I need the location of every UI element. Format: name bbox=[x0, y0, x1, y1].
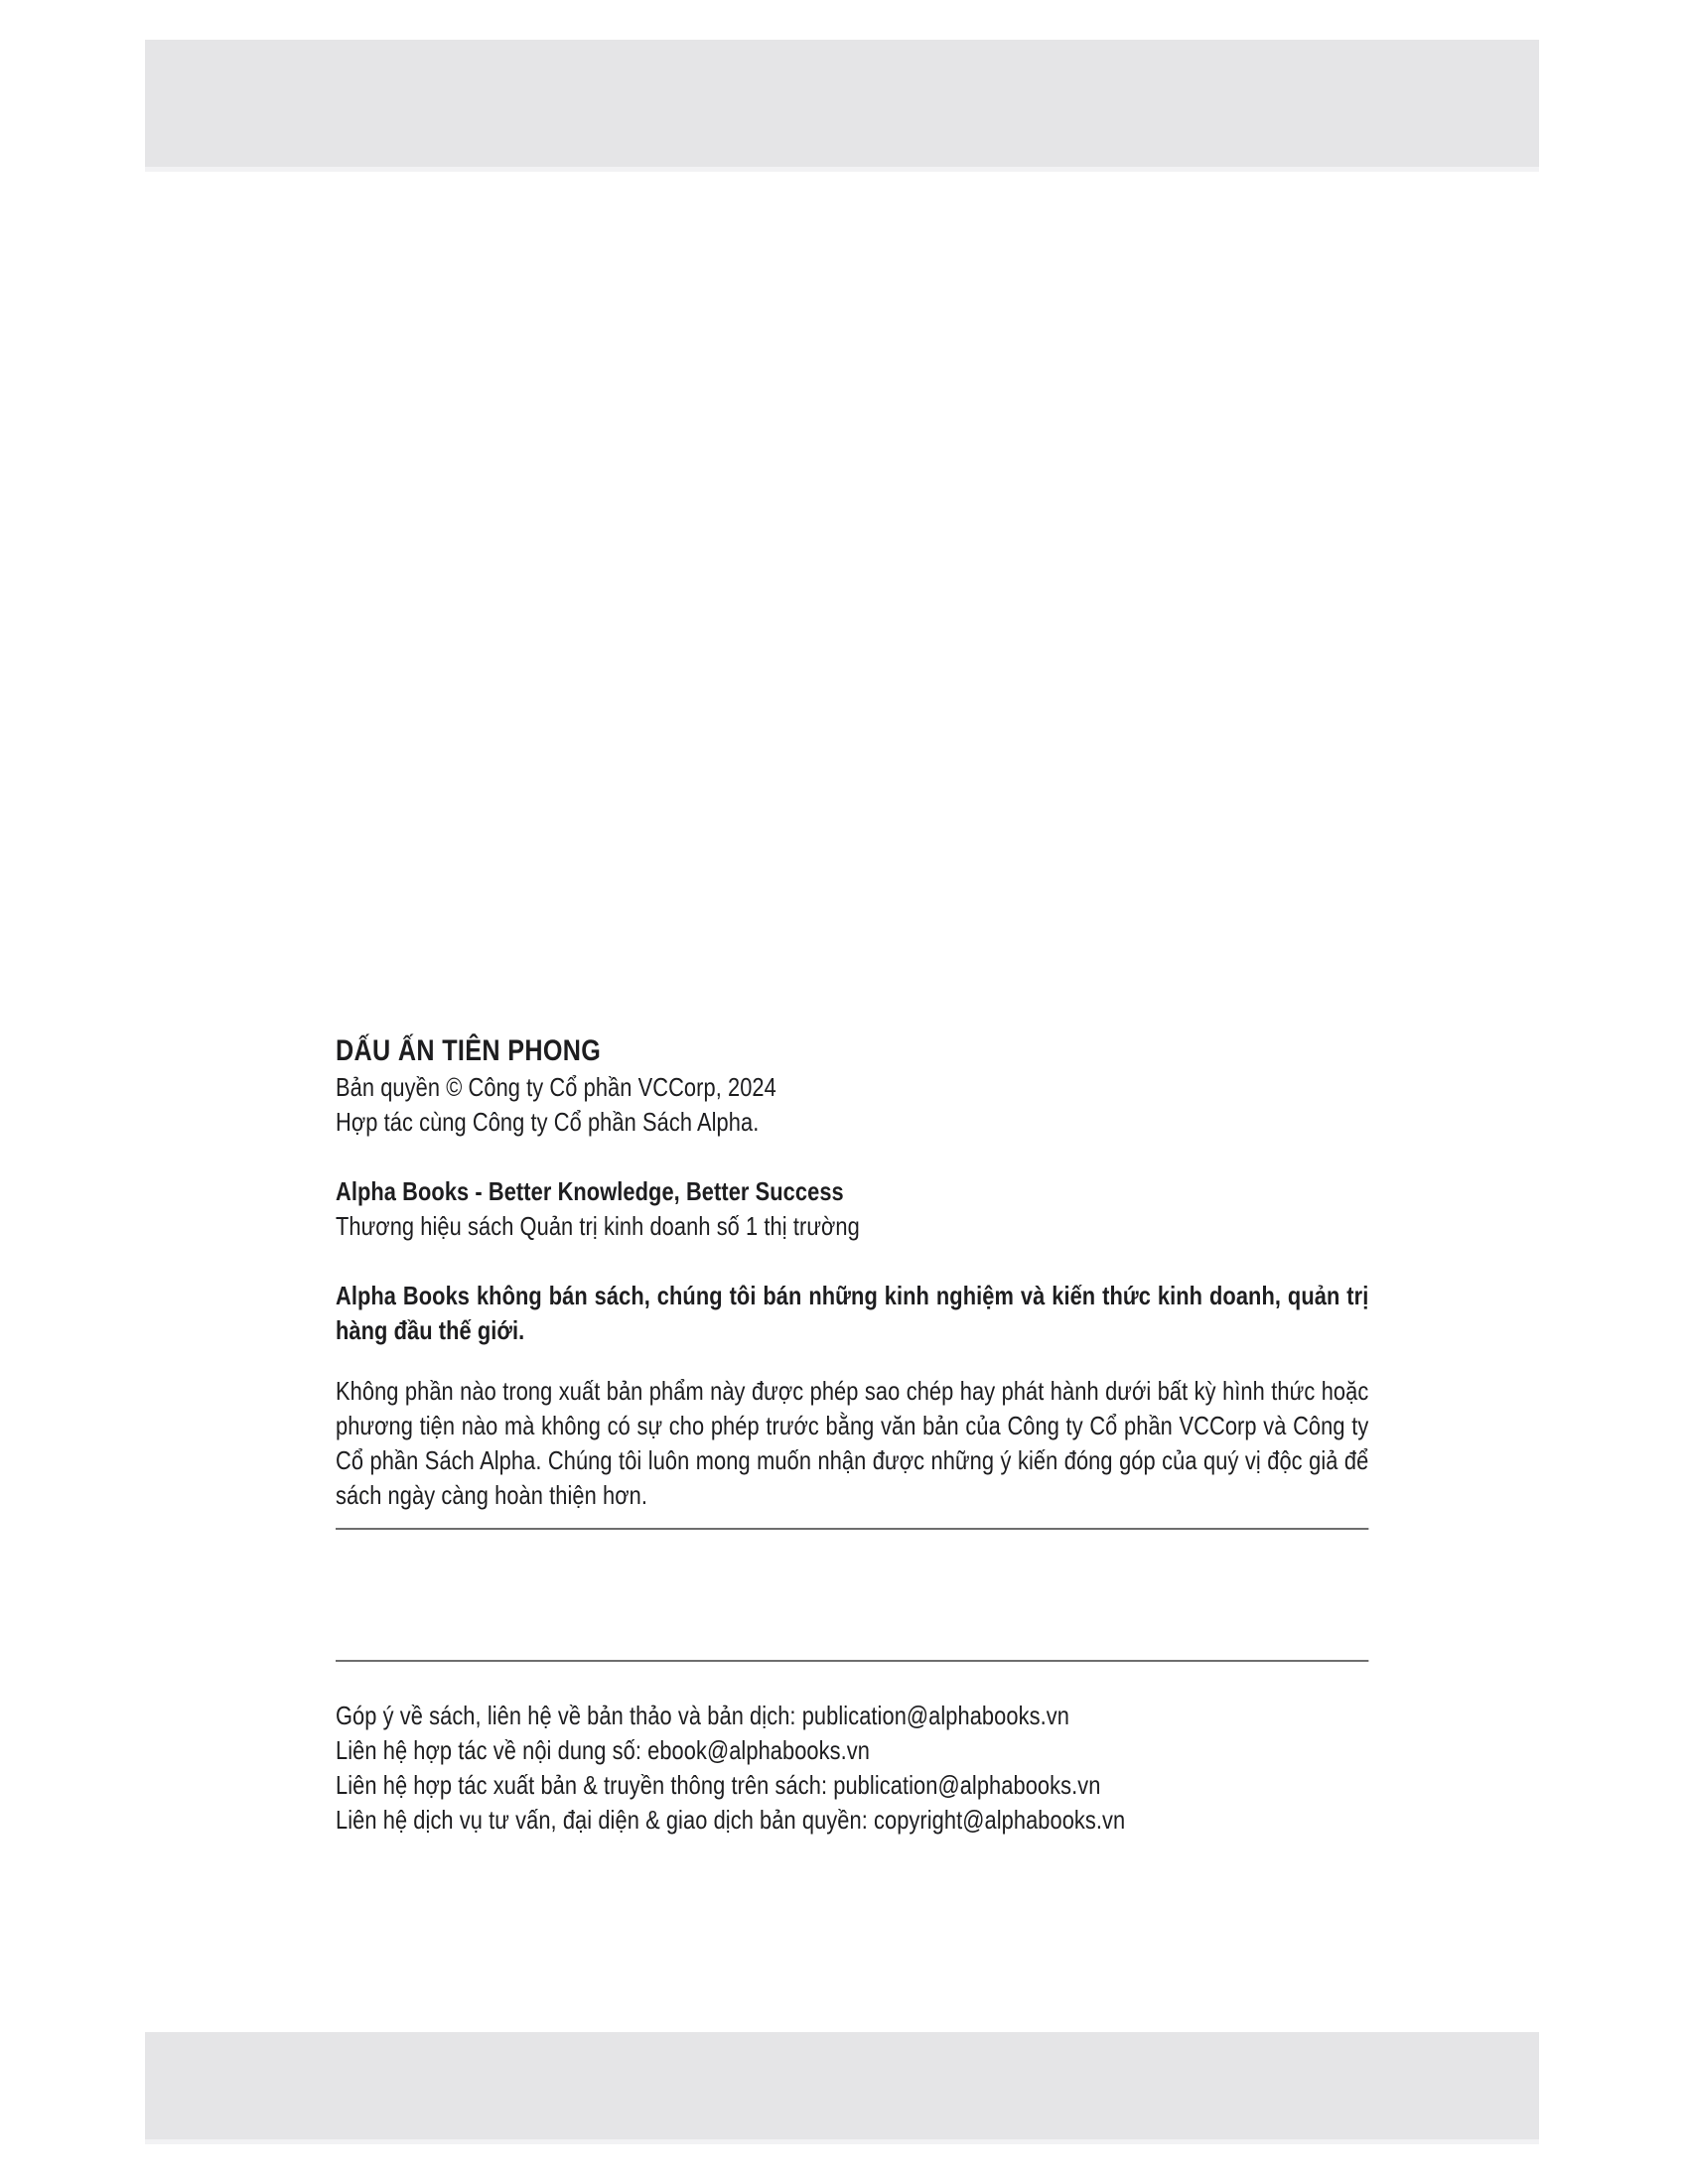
bottom-page-band bbox=[145, 2032, 1539, 2144]
brand-tagline: Thương hiệu sách Quản trị kinh doanh số 1 thị trường bbox=[336, 1211, 860, 1241]
contact-list bbox=[336, 1699, 1368, 1838]
contact-line-feedback: Góp ý về sách, liên hệ về bản thảo và bản dịch: publication@alphabooks.vn bbox=[336, 1701, 1069, 1730]
copyright-line: Bản quyền © Công ty Cổ phần VCCorp, 2024 bbox=[336, 1072, 776, 1102]
contact-line-copyright: Liên hệ dịch vụ tư vấn, đại diện & giao dịch bản quyền: copyright@alphabooks.vn bbox=[336, 1805, 1126, 1835]
contact-line-digital: Liên hệ hợp tác về nội dung số: ebook@alphabooks.vn bbox=[336, 1735, 870, 1765]
contact-line-publishing: Liên hệ hợp tác xuất bản & truyền thông trên sách: publication@alphabooks.vn bbox=[336, 1770, 1101, 1800]
imprint-block bbox=[336, 1032, 1368, 1838]
top-page-band bbox=[145, 40, 1539, 172]
brand-heading: Alpha Books - Better Knowledge, Better Success bbox=[336, 1176, 844, 1206]
rights-notice: Không phần nào trong xuất bản phẩm này được phép sao chép hay phát hành dưới bất kỳ hình thức hoặc phương tiện nào mà không có sự cho phép trước bằng văn bản của Công ty Cổ phần VCCorp và Công ty Cổ phần Sách Alpha. Chúng tôi luôn mong muốn nhận được những ý kiến đóng góp của quý vị độc giả để sách ngày càng hoàn thiện hơn. bbox=[336, 1376, 1369, 1510]
imprint-title: DẤU ẤN TIÊN PHONG bbox=[336, 1034, 602, 1067]
brand-slogan: Alpha Books không bán sách, chúng tôi bán những kinh nghiệm và kiến thức kinh doanh, quản trị hàng đầu thế giới. bbox=[336, 1281, 1369, 1345]
divider-rule-bottom bbox=[336, 1660, 1368, 1662]
divider-rule-top bbox=[336, 1528, 1368, 1530]
partnership-line: Hợp tác cùng Công ty Cổ phần Sách Alpha. bbox=[336, 1107, 760, 1137]
